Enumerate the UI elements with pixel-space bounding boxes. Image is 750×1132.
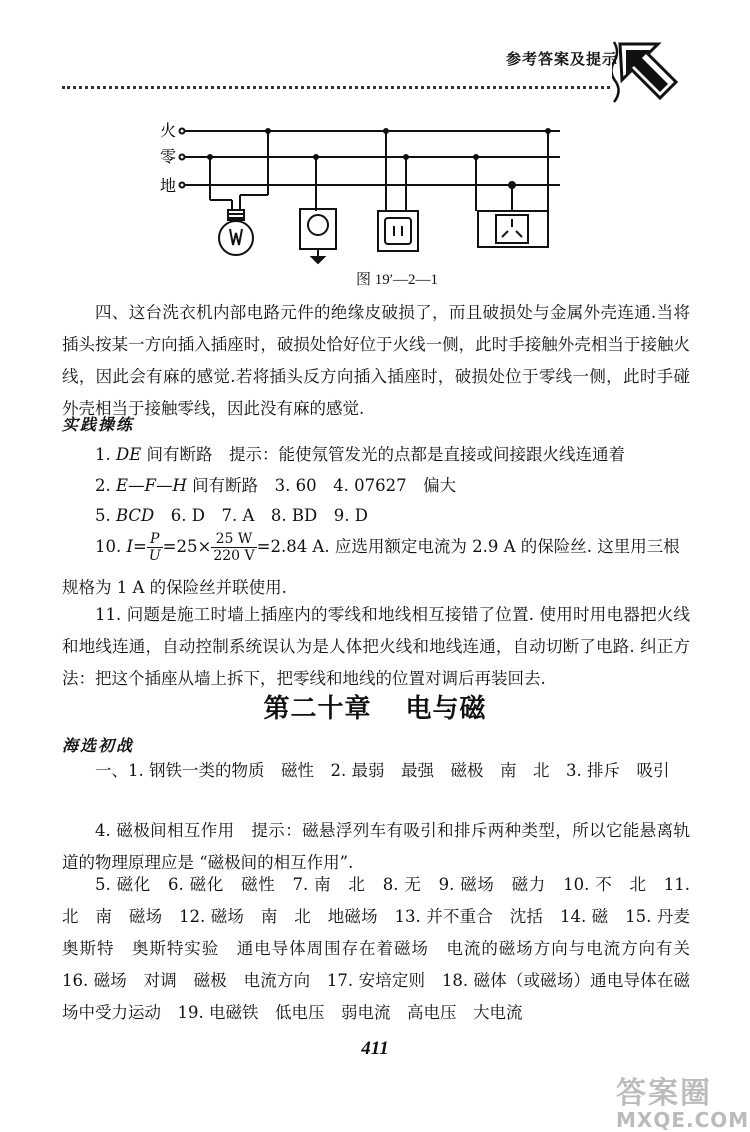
- chapter-title: [0, 688, 750, 725]
- practice-answer-11: 11. 问题是施工时墙上插座内的零线和地线相互接错了位置. 使用时用电器把火线和地线连通，自动控制系统误认为是人体把火线和地线连通，自动切断了电路. 纠正方法：把这个插座从墙上拆下，把零线和地线的位置对调后再装回去.: [62, 605, 690, 688]
- chapter-number: 第二十章: [263, 694, 372, 724]
- first-battle-part-5: 5. 磁化 6. 磁化 磁性 7. 南 北 8. 无 9. 磁场 磁力 10. 不 北 11. 北 南 磁场 12. 磁场 南 北 地磁场 13. 并不重合 沈括 14. 磁 15. 丹麦 奥斯特 奥斯特实验 通电导体周围存在着磁场 电流的磁场方向与电流方向有关 16. 磁场 对调 磁极 电流方向 17. 安培定则 18. 磁体（或磁场）通电导体在磁场中受力运动 19. 电磁铁 低电压 弱电流 高电压 大电流: [62, 875, 707, 1022]
- circuit-diagram: [150, 115, 570, 265]
- label-neutral-wire: 零: [160, 147, 177, 166]
- chapter-name: 电与磁: [405, 694, 487, 724]
- page-number: 411: [361, 1038, 389, 1059]
- figure-caption: 图 19′—2—1: [356, 272, 439, 288]
- answer-section-four: 四、这台洗衣机内部电路元件的绝缘皮破损了，而且破损处与金属外壳连通.当将插头按某一方向插入插座时，破损处恰好位于火线一侧，此时手接触外壳相当于接触火线，因此会有麻的感觉.若将插头反方向插入插座时，破损处位于零线一侧，此时手碰外壳相当于接触零线，因此没有麻的感觉.: [62, 303, 690, 418]
- practice-answer-1: 1. DE 间有断路 提示：能使氖管发光的点都是直接或间接跟火线连通着: [95, 445, 626, 464]
- label-live-wire: 火: [160, 121, 177, 140]
- site-watermark: 答案圈 MXQE.COM: [616, 1076, 750, 1132]
- header-dotted-rule: [62, 86, 610, 89]
- practice-answer-10-line2: 规格为 1 A 的保险丝并联使用.: [62, 578, 287, 597]
- first-battle-part-1: 一、1. 钢铁一类的物质 磁性 2. 最弱 最强 磁极 南 北 3. 排斥 吸引: [95, 761, 670, 780]
- corner-arrow-icon: [612, 38, 682, 108]
- running-header-title: 参考答案及提示: [505, 50, 618, 68]
- first-battle-heading: 海选初战: [62, 736, 135, 755]
- label-ground-wire: 地: [160, 176, 177, 195]
- practice-answer-5: 5. BCD 6. D 7. A 8. BD 9. D: [95, 506, 368, 525]
- practice-answer-10: 10. I= $\frac{P}{U}$ =25× $\frac{25 W}{220 V}$ =2.84 A. 应选用额定电流为 2.9 A 的保险丝. 这里用三根: [95, 531, 680, 564]
- first-battle-part-4: 4. 磁极间相互作用 提示：磁悬浮列车有吸引和排斥两种类型，所以它能悬离轨道的物理原理应是 “磁极间的相互作用”.: [62, 821, 690, 872]
- practice-heading: 实践操练: [62, 415, 135, 434]
- practice-answer-2: 2. E—F—H 间有断路 3. 60 4. 07627 偏大: [95, 476, 457, 495]
